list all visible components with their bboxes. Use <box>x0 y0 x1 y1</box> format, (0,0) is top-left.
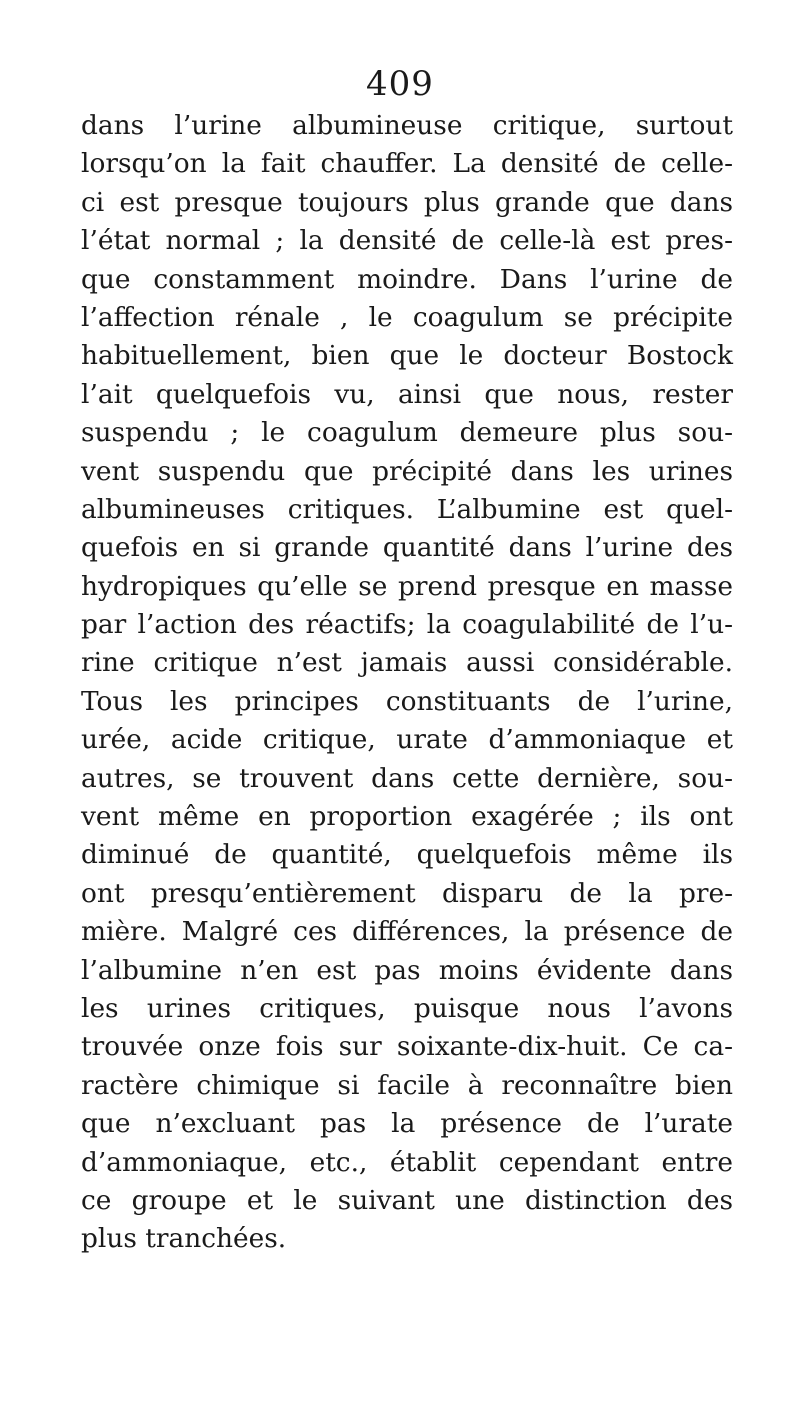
text-line: rine critique n’est jamais aussi considérable. <box>81 647 733 679</box>
text-line: autres, se trouvent dans cette dernière, sou- <box>81 762 733 794</box>
body-paragraph <box>81 107 733 1259</box>
text-line: mière. Malgré ces différences, la présence de <box>81 916 733 948</box>
text-line: suspendu ; le coagulum demeure plus sou- <box>81 417 733 449</box>
text-line: les urines critiques, puisque nous l’avons <box>81 992 733 1024</box>
text-line: d’ammoniaque, etc., établit cependant entre <box>81 1146 733 1178</box>
text-line: ont presqu’entièrement disparu de la pre- <box>81 877 733 909</box>
text-line: lorsqu’on la fait chauffer. La densité de celle- <box>81 148 733 180</box>
text-line: dans l’urine albumineuse critique, surtout <box>81 110 733 141</box>
text-line: par l’action des réactifs; la coagulabilité de l’u- <box>81 609 733 641</box>
text-line: l’affection rénale , le coagulum se précipite <box>81 301 733 333</box>
text-line: hydropiques qu’elle se prend presque en masse <box>81 570 733 602</box>
text-line: l’état normal ; la densité de celle-là est pres- <box>81 225 733 257</box>
text-line: albumineuses critiques. L’albumine est quel- <box>81 493 733 525</box>
text-line: trouvée onze fois sur soixante-dix-huit. Ce ca- <box>81 1031 733 1063</box>
text-line: que n’excluant pas la présence de l’urate <box>81 1108 733 1140</box>
text-line: vent suspendu que précipité dans les urines <box>81 455 733 487</box>
text-line: plus tranchées. <box>81 1223 287 1255</box>
page-number: 409 <box>366 64 434 104</box>
text-line: l’albumine n’en est pas moins évidente dans <box>81 954 733 986</box>
text-line: ci est presque toujours plus grande que dans <box>81 186 733 218</box>
text-line: quefois en si grande quantité dans l’urine des <box>81 532 733 564</box>
text-line: Tous les principes constituants de l’urine, <box>81 685 733 717</box>
text-line: vent même en proportion exagérée ; ils ont <box>81 801 733 833</box>
text-line: ce groupe et le suivant une distinction des <box>81 1184 733 1216</box>
text-line: l’ait quelquefois vu, ainsi que nous, rester <box>81 378 733 410</box>
text-line: que constamment moindre. Dans l’urine de <box>81 263 733 295</box>
text-line: ractère chimique si facile à reconnaître bien <box>81 1069 733 1101</box>
text-line: habituellement, bien que le docteur Bostock <box>81 340 733 372</box>
text-line: diminué de quantité, quelquefois même ils <box>81 839 733 871</box>
text-line: urée, acide critique, urate d’ammoniaque et <box>81 724 733 756</box>
